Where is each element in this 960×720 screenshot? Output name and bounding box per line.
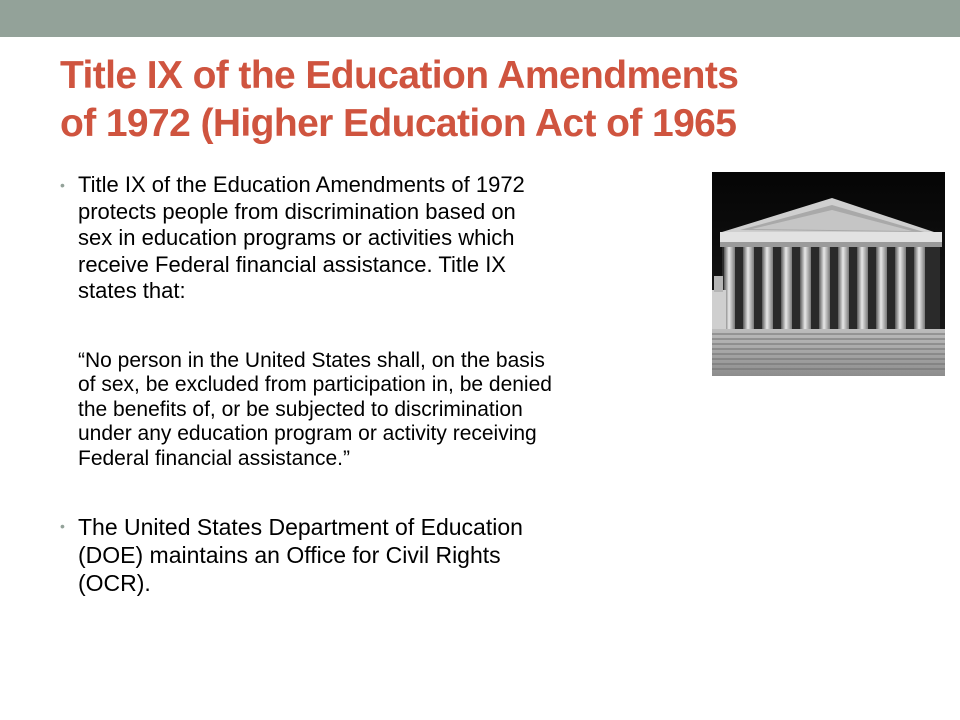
block-quote: [78, 349, 700, 472]
slide-body: [60, 172, 700, 597]
bullet-text-line: protects people from discrimination based on: [78, 198, 516, 224]
bullet-text-line: sex in education programs or activities which: [78, 225, 515, 250]
bullet-text-line: states that:: [78, 278, 186, 303]
bullet-item: [60, 172, 700, 305]
slide-title: [60, 52, 920, 148]
quote-line: under any education program or activity receiving: [78, 422, 537, 445]
bullet-text-line: receive Federal financial assistance. Title IX: [78, 251, 506, 277]
bullet-text-line: The United States Department of Education: [78, 514, 523, 540]
slide-title-line: of 1972 (Higher Education Act of 1965: [60, 102, 737, 145]
bullet-dot-icon: •: [60, 518, 65, 534]
bullet-text-line: Title IX of the Education Amendments of 1972: [78, 172, 525, 197]
slide-title-line: Title IX of the Education Amendments: [60, 54, 739, 97]
supreme-court-photo: [712, 172, 945, 376]
bullet-text-line: (OCR).: [78, 570, 151, 596]
top-accent-bar: [0, 0, 960, 37]
quote-line: the benefits of, or be subjected to discrimination: [78, 397, 523, 421]
bullet-item: [60, 513, 700, 597]
bullet-text-line: (DOE) maintains an Office for Civil Rights: [78, 542, 501, 568]
quote-line: “No person in the United States shall, on the basis: [78, 348, 545, 372]
quote-line: Federal financial assistance.”: [78, 446, 350, 470]
bullet-dot-icon: •: [60, 177, 65, 193]
quote-line: of sex, be excluded from participation in, be denied: [78, 373, 552, 396]
